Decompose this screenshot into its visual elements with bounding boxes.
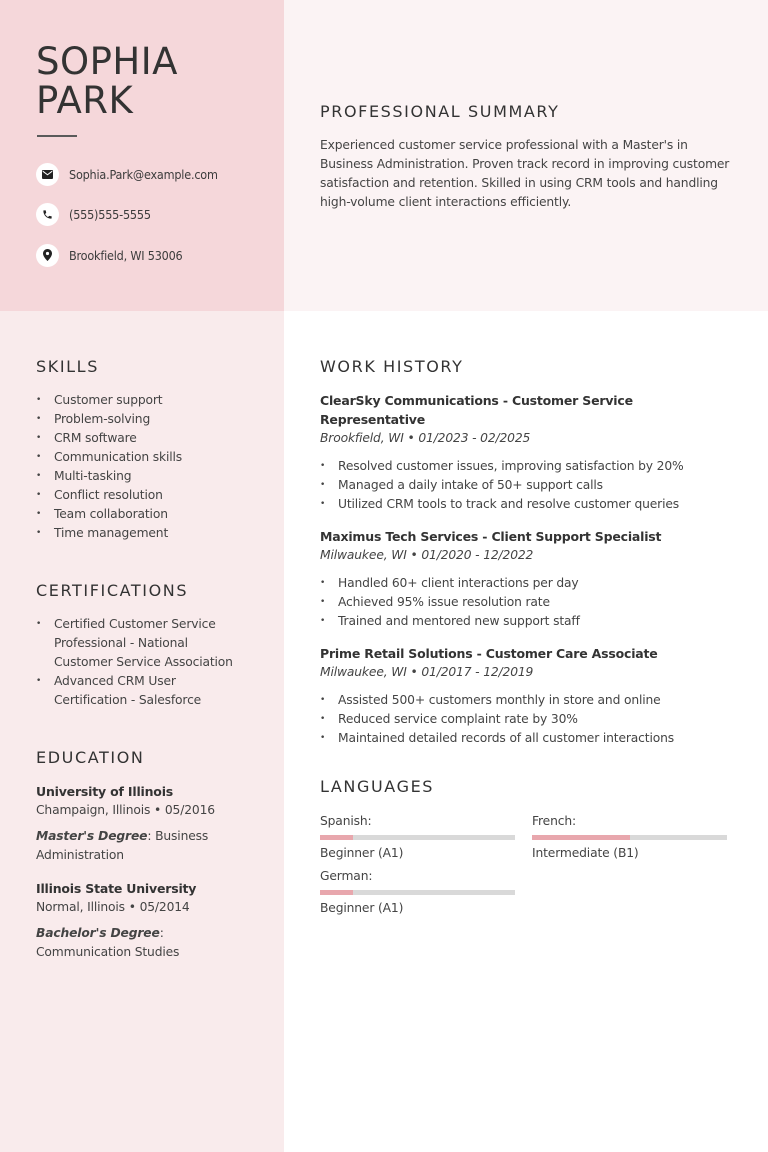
degree-field: Communication Studies — [36, 945, 180, 959]
education-entry — [36, 879, 256, 962]
contact-phone — [36, 202, 276, 226]
school-name: University of Illinois — [36, 784, 174, 799]
skill-item: • Conflict resolution — [36, 486, 266, 505]
company-name: Prime Retail Solutions — [320, 646, 473, 661]
job-entry — [320, 527, 740, 631]
company-name: Maximus Tech Services — [320, 529, 479, 544]
first-name: SOPHIA — [36, 40, 178, 83]
language-proficiency-fill — [532, 835, 630, 840]
job-bullet: • Resolved customer issues, improving satisfaction by 20% — [320, 457, 740, 476]
meta-separator: • — [406, 665, 422, 679]
degree-label: Master's Degree — [36, 829, 148, 843]
graduation-date: 05/2014 — [139, 900, 190, 914]
job-title — [320, 644, 740, 663]
job-dates: 01/2020 - 12/2022 — [421, 548, 534, 562]
skills-heading: SKILLS — [36, 357, 99, 376]
education-list — [36, 782, 256, 962]
job-role: Customer Service Representative — [320, 393, 633, 427]
last-name: PARK — [36, 79, 134, 122]
language-proficiency-fill — [320, 835, 353, 840]
degree-field: Business Administration — [36, 829, 209, 862]
language-item — [532, 813, 727, 861]
job-bullet: • Handled 60+ client interactions per day — [320, 574, 740, 593]
job-meta — [320, 429, 740, 448]
job-bullet: • Utilized CRM tools to track and resolve customer queries — [320, 495, 740, 514]
contact-address — [36, 243, 276, 267]
summary-heading: PROFESSIONAL SUMMARY — [320, 102, 560, 121]
title-separator: - — [472, 646, 486, 661]
degree-colon: : — [159, 926, 164, 940]
job-bullets — [320, 457, 740, 514]
job-title — [320, 527, 740, 546]
school-location: Champaign, Illinois — [36, 803, 151, 817]
certifications-heading: CERTIFICATIONS — [36, 581, 189, 600]
job-bullet: • Achieved 95% issue resolution rate — [320, 593, 740, 612]
language-proficiency-bar — [320, 835, 515, 840]
skill-item: • Problem-solving — [36, 410, 266, 429]
skill-item: • Customer support — [36, 391, 266, 410]
phone-icon — [36, 203, 59, 226]
title-separator: - — [478, 529, 492, 544]
job-role: Customer Care Associate — [485, 646, 658, 661]
language-level: Beginner (A1) — [320, 846, 404, 860]
language-name: Spanish: — [320, 814, 372, 828]
language-proficiency-bar — [320, 890, 515, 895]
work-history-list — [320, 391, 740, 748]
language-item — [320, 868, 515, 916]
meta-separator: • — [406, 548, 422, 562]
skill-item: • Time management — [36, 524, 266, 543]
degree-label: Bachelor's Degree — [36, 926, 160, 940]
job-location: Milwaukee, WI — [320, 665, 407, 679]
job-title — [320, 391, 740, 429]
title-separator: - — [498, 393, 512, 408]
work-history-heading: WORK HISTORY — [320, 357, 464, 376]
job-bullet: • Maintained detailed records of all customer interactions — [320, 729, 740, 748]
certification-item: • Certified Customer Service Professional - National Customer Service Association — [36, 615, 248, 672]
school-meta — [36, 898, 256, 917]
envelope-icon — [36, 163, 59, 186]
job-meta — [320, 546, 740, 565]
certifications-list — [36, 615, 248, 710]
address-text: Brookfield, WI 53006 — [69, 247, 183, 263]
language-name: German: — [320, 869, 373, 883]
language-name: French: — [532, 814, 576, 828]
languages-heading: LANGUAGES — [320, 777, 435, 796]
language-proficiency-fill — [320, 890, 353, 895]
school-meta — [36, 801, 256, 820]
language-level: Beginner (A1) — [320, 901, 404, 915]
location-pin-icon — [36, 244, 59, 267]
job-bullet: • Assisted 500+ customers monthly in store and online — [320, 691, 740, 710]
email-text[interactable]: Sophia.Park@example.com — [69, 166, 218, 182]
degree-colon: : — [147, 829, 156, 843]
job-bullets — [320, 691, 740, 748]
summary-text: Experienced customer service professional with a Master's in Business Administration. Proven track record in improving customer satisfaction and retention. Skilled in using CRM tools and handling high-volume client interactions efficiently. — [320, 138, 730, 209]
meta-separator: • — [403, 431, 419, 445]
job-role: Client Support Specialist — [491, 529, 662, 544]
certification-item: • Advanced CRM User Certification - Salesforce — [36, 672, 248, 710]
skills-list — [36, 391, 266, 543]
skill-item: • CRM software — [36, 429, 266, 448]
company-name: ClearSky Communications — [320, 393, 499, 408]
skill-item: • Communication skills — [36, 448, 266, 467]
contact-email — [36, 162, 276, 186]
job-dates: 01/2023 - 02/2025 — [418, 431, 531, 445]
candidate-name — [36, 42, 178, 120]
language-level: Intermediate (B1) — [532, 846, 639, 860]
skill-item: • Team collaboration — [36, 505, 266, 524]
job-bullet: • Managed a daily intake of 50+ support calls — [320, 476, 740, 495]
skill-item: • Multi-tasking — [36, 467, 266, 486]
school-location: Normal, Illinois — [36, 900, 125, 914]
education-heading: EDUCATION — [36, 748, 145, 767]
language-proficiency-bar — [532, 835, 727, 840]
graduation-date: 05/2016 — [164, 803, 215, 817]
degree — [36, 827, 256, 865]
education-entry — [36, 782, 256, 865]
phone-text: (555)555-5555 — [69, 206, 151, 222]
job-location: Brookfield, WI — [320, 431, 404, 445]
job-bullet: • Reduced service complaint rate by 30% — [320, 710, 740, 729]
school-name: Illinois State University — [36, 881, 197, 896]
language-item — [320, 813, 515, 861]
meta-separator: • — [124, 900, 140, 914]
job-dates: 01/2017 - 12/2019 — [421, 665, 534, 679]
job-bullets — [320, 574, 740, 631]
degree — [36, 924, 256, 962]
meta-separator: • — [150, 803, 165, 817]
job-entry — [320, 644, 740, 748]
job-meta — [320, 663, 740, 682]
name-divider — [37, 135, 77, 137]
job-entry — [320, 391, 740, 514]
job-bullet: • Trained and mentored new support staff — [320, 612, 740, 631]
job-location: Milwaukee, WI — [320, 548, 407, 562]
